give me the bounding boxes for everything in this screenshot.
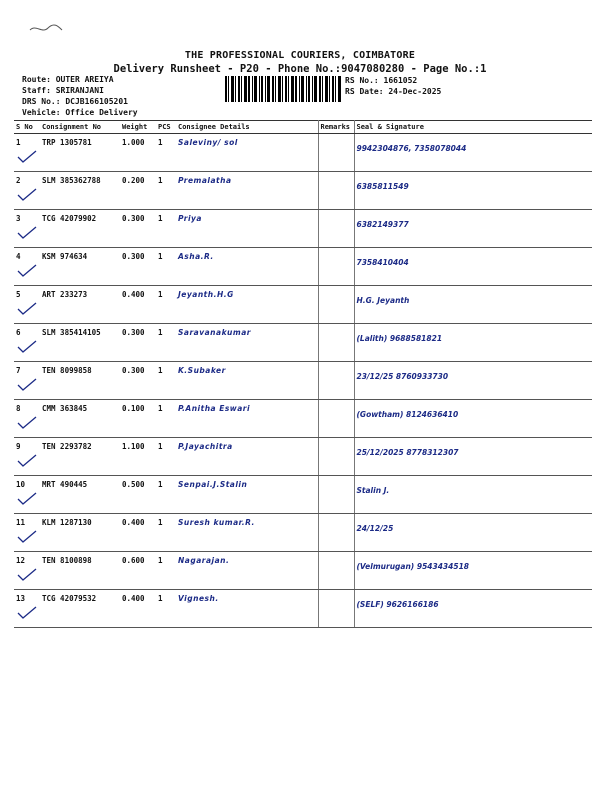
drs-label: DRS No.: DCJB166105201	[22, 97, 128, 106]
sno-text: 9	[16, 442, 21, 451]
row-remarks	[318, 248, 354, 286]
sno-text: 3	[16, 214, 21, 223]
row-sno	[14, 324, 40, 362]
row-consignee: Premalatha	[176, 172, 318, 210]
signature-text: (SELF) 9626166186	[356, 600, 439, 609]
row-remarks	[318, 210, 354, 248]
row-consignment-no: SLM 385362788	[40, 172, 120, 210]
row-signature	[354, 514, 592, 552]
row-pcs: 1	[156, 172, 176, 210]
row-consignment-no: ART 233273	[40, 286, 120, 324]
col-header-consignee: Consignee Details	[176, 121, 318, 134]
row-remarks	[318, 400, 354, 438]
table-row	[14, 400, 592, 438]
table-row	[14, 210, 592, 248]
row-consignment-no: TEN 8099858	[40, 362, 120, 400]
row-weight: 0.500	[120, 476, 156, 514]
signature-text: 23/12/25 8760933730	[356, 372, 449, 381]
row-consignment-no: TCG 42079532	[40, 590, 120, 628]
runsheet-subtitle: Delivery Runsheet - P20 - Phone No.:9047080280 - Page No.:1	[113, 63, 487, 75]
row-sno	[14, 476, 40, 514]
row-signature	[354, 210, 592, 248]
sno-text: 11	[16, 518, 26, 527]
sno-text: 7	[16, 366, 21, 375]
row-sno	[14, 210, 40, 248]
sno-text: 13	[16, 594, 26, 603]
signature-text: 6385811549	[356, 182, 409, 191]
table-row	[14, 286, 592, 324]
row-remarks	[318, 552, 354, 590]
row-consignee: Saravanakumar	[176, 324, 318, 362]
row-weight: 1.000	[120, 134, 156, 172]
row-remarks	[318, 286, 354, 324]
sno-text: 8	[16, 404, 21, 413]
scribble-mark	[28, 22, 64, 36]
table-row	[14, 134, 592, 172]
row-remarks	[318, 590, 354, 628]
row-weight: 0.400	[120, 286, 156, 324]
sno-text: 1	[16, 138, 21, 147]
row-signature	[354, 134, 592, 172]
checkmark-icon	[16, 340, 38, 354]
signature-text: H.G. Jeyanth	[356, 296, 410, 305]
row-consignee: Nagarajan.	[176, 552, 318, 590]
row-consignee: Asha.R.	[176, 248, 318, 286]
row-consignment-no: SLM 385414105	[40, 324, 120, 362]
row-sno	[14, 552, 40, 590]
row-consignee: Senpai.J.Stalin	[176, 476, 318, 514]
row-consignment-no: TEN 2293782	[40, 438, 120, 476]
checkmark-icon	[16, 530, 38, 544]
row-weight: 0.200	[120, 172, 156, 210]
row-remarks	[318, 362, 354, 400]
row-signature	[354, 476, 592, 514]
row-weight: 0.400	[120, 514, 156, 552]
checkmark-icon	[16, 188, 38, 202]
table-row	[14, 552, 592, 590]
signature-text: (Gowtham) 8124636410	[356, 410, 459, 419]
sno-text: 4	[16, 252, 21, 261]
checkmark-icon	[16, 416, 38, 430]
row-signature	[354, 324, 592, 362]
row-signature	[354, 362, 592, 400]
row-weight: 0.600	[120, 552, 156, 590]
row-consignment-no: KLM 1287130	[40, 514, 120, 552]
route-label: Route: OUTER AREIYA	[22, 75, 114, 84]
row-consignee: Saleviny/ sol	[176, 134, 318, 172]
sno-text: 6	[16, 328, 21, 337]
vehicle-label: Vehicle: Office Delivery	[22, 108, 138, 117]
row-weight: 0.100	[120, 400, 156, 438]
row-sno	[14, 134, 40, 172]
row-consignee: Vignesh.	[176, 590, 318, 628]
row-pcs: 1	[156, 324, 176, 362]
row-pcs: 1	[156, 248, 176, 286]
sno-text: 5	[16, 290, 21, 299]
sno-text: 12	[16, 556, 26, 565]
checkmark-icon	[16, 568, 38, 582]
row-pcs: 1	[156, 400, 176, 438]
row-remarks	[318, 172, 354, 210]
checkmark-icon	[16, 606, 38, 620]
row-remarks	[318, 134, 354, 172]
runsheet-meta-right	[345, 75, 441, 97]
rs-number-label: RS No.: 1661052	[345, 76, 418, 85]
row-signature	[354, 400, 592, 438]
row-weight: 0.300	[120, 362, 156, 400]
row-signature	[354, 172, 592, 210]
checkmark-icon	[16, 150, 38, 164]
checkmark-icon	[16, 378, 38, 392]
row-consignment-no: TEN 8100898	[40, 552, 120, 590]
row-consignment-no: CMM 363845	[40, 400, 120, 438]
row-sno	[14, 438, 40, 476]
table-row	[14, 324, 592, 362]
sno-text: 2	[16, 176, 21, 185]
row-remarks	[318, 476, 354, 514]
col-header-signature: Seal & Signature	[354, 121, 592, 134]
runsheet-meta-left	[22, 74, 138, 118]
row-pcs: 1	[156, 552, 176, 590]
row-sno	[14, 286, 40, 324]
runsheet-table	[14, 120, 592, 628]
table-row	[14, 362, 592, 400]
row-signature	[354, 286, 592, 324]
row-consignment-no: KSM 974634	[40, 248, 120, 286]
row-pcs: 1	[156, 210, 176, 248]
table-header-row	[14, 121, 592, 134]
row-consignee: Jeyanth.H.G	[176, 286, 318, 324]
row-consignment-no: TCG 42079902	[40, 210, 120, 248]
row-weight: 1.100	[120, 438, 156, 476]
row-signature	[354, 590, 592, 628]
signature-text: Stalin J.	[356, 486, 390, 495]
row-weight: 0.400	[120, 590, 156, 628]
row-signature	[354, 248, 592, 286]
barcode	[225, 76, 341, 102]
row-remarks	[318, 438, 354, 476]
row-pcs: 1	[156, 286, 176, 324]
checkmark-icon	[16, 226, 38, 240]
signature-text: 9942304876, 7358078044	[356, 144, 467, 153]
table-row	[14, 248, 592, 286]
checkmark-icon	[16, 454, 38, 468]
row-signature	[354, 438, 592, 476]
company-title: THE PROFESSIONAL COURIERS, COIMBATORE	[184, 50, 416, 61]
row-pcs: 1	[156, 362, 176, 400]
table-row	[14, 476, 592, 514]
row-consignee: Suresh kumar.R.	[176, 514, 318, 552]
row-consignee: Priya	[176, 210, 318, 248]
row-sno	[14, 514, 40, 552]
row-consignee: P.Anitha Eswari	[176, 400, 318, 438]
checkmark-icon	[16, 302, 38, 316]
row-signature	[354, 552, 592, 590]
signature-text: (Velmurugan) 9543434518	[356, 562, 470, 571]
row-weight: 0.300	[120, 248, 156, 286]
row-pcs: 1	[156, 590, 176, 628]
row-consignee: K.Subaker	[176, 362, 318, 400]
row-weight: 0.300	[120, 210, 156, 248]
col-header-weight: Weight	[120, 121, 156, 134]
row-remarks	[318, 514, 354, 552]
signature-text: 24/12/25	[356, 524, 394, 533]
row-consignment-no: TRP 1305781	[40, 134, 120, 172]
signature-text: 7358410404	[356, 258, 409, 267]
table-row	[14, 514, 592, 552]
row-consignee: P.Jayachitra	[176, 438, 318, 476]
col-header-remarks: Remarks	[318, 121, 354, 134]
row-pcs: 1	[156, 476, 176, 514]
checkmark-icon	[16, 492, 38, 506]
signature-text: 6382149377	[356, 220, 409, 229]
table-row	[14, 172, 592, 210]
col-header-sno: S No	[14, 121, 40, 134]
staff-label: Staff: SRIRANJANI	[22, 86, 104, 95]
signature-text: (Lalith) 9688581821	[356, 334, 443, 343]
col-header-consignment: Consignment No	[40, 121, 120, 134]
row-pcs: 1	[156, 438, 176, 476]
row-sno	[14, 248, 40, 286]
rs-date-label: RS Date: 24-Dec-2025	[345, 87, 442, 96]
row-remarks	[318, 324, 354, 362]
sno-text: 10	[16, 480, 26, 489]
signature-text: 25/12/2025 8778312307	[356, 448, 459, 457]
row-sno	[14, 590, 40, 628]
row-pcs: 1	[156, 134, 176, 172]
row-weight: 0.300	[120, 324, 156, 362]
row-pcs: 1	[156, 514, 176, 552]
table-row	[14, 590, 592, 628]
row-sno	[14, 172, 40, 210]
table-row	[14, 438, 592, 476]
row-sno	[14, 400, 40, 438]
row-sno	[14, 362, 40, 400]
checkmark-icon	[16, 264, 38, 278]
col-header-pcs: PCS	[156, 121, 176, 134]
row-consignment-no: MRT 490445	[40, 476, 120, 514]
